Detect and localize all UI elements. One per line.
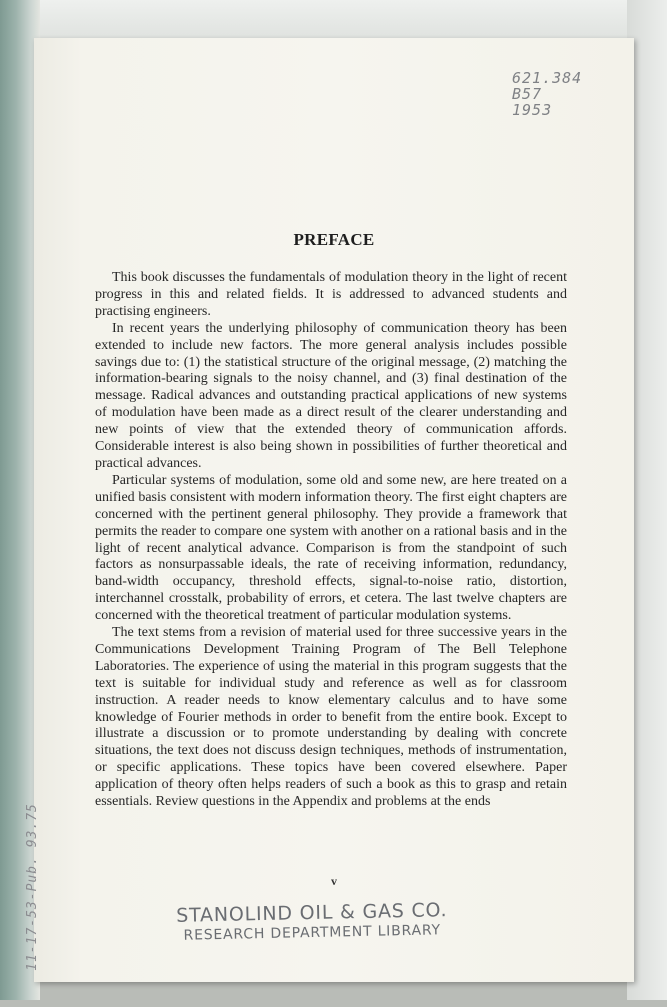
handwritten-side-note: 11-17-53-Pub. 93.75 (25, 803, 40, 971)
stamp-line-2: RESEARCH DEPARTMENT LIBRARY (183, 922, 442, 944)
preface-body (95, 270, 567, 811)
library-stamp (162, 899, 463, 944)
paragraph: The text stems from a revision of material used for three successive years in the Communications Development Training Program of The Bell Telephone Laboratories. The experience of using the material in this program suggests that the text is suitable for individual study and reference as well as for classroom instruction. A reader needs to know elementary calculus and to have some knowledge of Fourier methods in order to benefit from the entire book. Except to illustrate a discussion or to promote understanding by dealing with concrete situations, the text does not discuss design techniques, methods of instrumentation, or specific applications. These topics have been covered elsewhere. Paper application of theory often helps readers of such a book as this to grasp and retain essentials. Review questions in the Appendix and problems at the ends (95, 625, 567, 810)
paragraph: In recent years the underlying philosophy of communication theory has been extended to include new factors. The more general analysis includes possible savings due to: (1) the statistical structure of the original message, (2) matching the information-bearing signals to the noisy channel, and (3) final destination of the message. Radical advances and outstanding practical applications of new systems of modulation have been made as a direct result of the clearer understanding and new points of view that the extended theory of communication affords. Considerable interest is also being shown in possibilities of further theoretical and practical advances. (95, 320, 567, 471)
paragraph: Particular systems of modulation, some old and some new, are here treated on a unified basis consistent with modern information theory. The first eight chapters are concerned with the pertinent general philosophy. They provide a framework that permits the reader to compare one system with another on a rational basis and in the light of recent analytical advance. Comparison is from the standpoint of such factors as nonsurpassable ideals, the rate of receiving information, redundancy, band-width occupancy, threshold effects, signal-to-noise ratio, distortion, interchannel crosstalk, probability of errors, et cetera. The last twelve chapters are concerned with the theoretical treatment of particular modulation systems. (95, 472, 567, 624)
stamp-line-1: STANOLIND OIL & GAS CO. (176, 899, 448, 927)
call-number-line: B57 (512, 85, 543, 103)
call-number-line: 621.384 (512, 69, 583, 87)
handwritten-call-number (512, 70, 592, 118)
page-number: v (331, 874, 337, 888)
book-page (25, 38, 634, 982)
paragraph: This book discusses the fundamentals of modulation theory in the light of recent progress in this and related fields. It is addressed to advanced students and practising engineers. (95, 270, 567, 319)
page-title: PREFACE (293, 230, 375, 249)
background-top (0, 0, 667, 40)
call-number-line: 1953 (512, 101, 553, 119)
